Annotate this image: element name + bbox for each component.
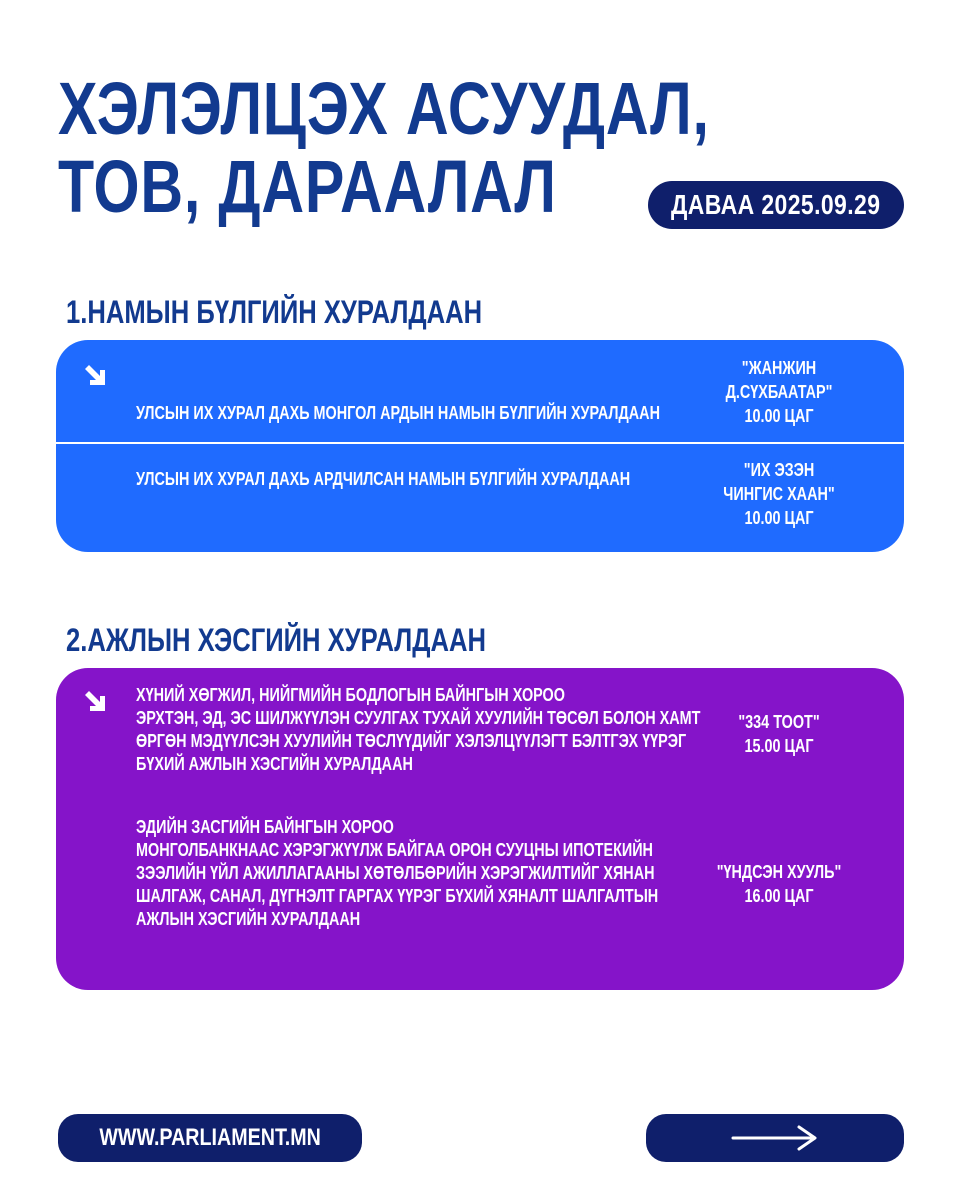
- page-title-line-2: ТОВ, ДАРААЛАЛ: [58, 145, 557, 228]
- meeting-location-time: "ҮНДСЭН ХУУЛЬ" 16.00 ЦАГ: [716, 862, 842, 906]
- meeting-location-time: "334 ТООТ" 15.00 ЦАГ: [738, 712, 820, 756]
- row-divider: [56, 442, 904, 444]
- meeting-location-time: "ЖАНЖИН Д.СҮХБААТАР" 10.00 ЦАГ: [725, 358, 833, 426]
- arrow-right-icon: [729, 1123, 821, 1153]
- working-group-meetings-card: [56, 668, 904, 990]
- meeting-row-text: ХҮНИЙ ХӨГЖИЛ, НИЙГМИЙН БОДЛОГЫН БАЙНГЫН ХОРОО ЭРХТЭН, ЭД, ЭС ШИЛЖҮҮЛЭН СУУЛГАХ ТУХАЙ ХУУЛИЙН ТӨСӨЛ БОЛОН ХАМТ ӨРГӨН МЭДҮҮЛСЭН ХУУЛИЙН ТӨСЛҮҮДИЙГ ХЭЛЭЛЦҮҮЛЭГТ БЭЛТГЭХ ҮҮРЭГ БҮХИЙ АЖЛЫН ХЭСГИЙН ХУРАЛДААН: [136, 685, 701, 774]
- website-text: WWW.PARLIAMENT.MN: [99, 1124, 321, 1151]
- arrow-down-right-icon: [82, 688, 108, 714]
- party-group-meetings-card: [56, 340, 904, 552]
- arrow-down-right-icon: [82, 362, 108, 388]
- meeting-row-text: УЛСЫН ИХ ХУРАЛ ДАХЬ АРДЧИЛСАН НАМЫН БҮЛГИЙН ХУРАЛДААН: [136, 469, 631, 489]
- website-link[interactable]: [58, 1114, 362, 1162]
- next-button[interactable]: [646, 1114, 904, 1162]
- date-badge: [648, 181, 904, 229]
- date-text: ДАВАА 2025.09.29: [671, 189, 881, 220]
- meeting-row-text: УЛСЫН ИХ ХУРАЛ ДАХЬ МОНГОЛ АРДЫН НАМЫН БҮЛГИЙН ХУРАЛДААН: [136, 403, 660, 423]
- section-2-title: 2.АЖЛЫН ХЭСГИЙН ХУРАЛДААН: [66, 622, 486, 658]
- page-title: [58, 67, 710, 228]
- meeting-row-text: ЭДИЙН ЗАСГИЙН БАЙНГЫН ХОРОО МОНГОЛБАНКНААС ХЭРЭГЖҮҮЛЖ БАЙГАА ОРОН СУУЦНЫ ИПОТЕКИЙН ЗЭЭЛИЙН ҮЙЛ АЖИЛЛАГААНЫ ХӨТӨЛБӨРИЙН ХЭРЭГЖИЛТИЙГ ХЯНАН ШАЛГАЖ, САНАЛ, ДҮГНЭЛТ ГАРГАХ ҮҮРЭГ БҮХИЙ ХЯНАЛТ ШАЛГАЛТЫН АЖЛЫН ХЭСГИЙН ХУРАЛДААН: [136, 817, 659, 929]
- section-1-title: 1.НАМЫН БҮЛГИЙН ХУРАЛДААН: [66, 294, 483, 330]
- meeting-location-time: "ИХ ЭЗЭН ЧИНГИС ХААН" 10.00 ЦАГ: [723, 460, 835, 528]
- page-title-line-1: ХЭЛЭЛЦЭХ АСУУДАЛ,: [58, 67, 710, 150]
